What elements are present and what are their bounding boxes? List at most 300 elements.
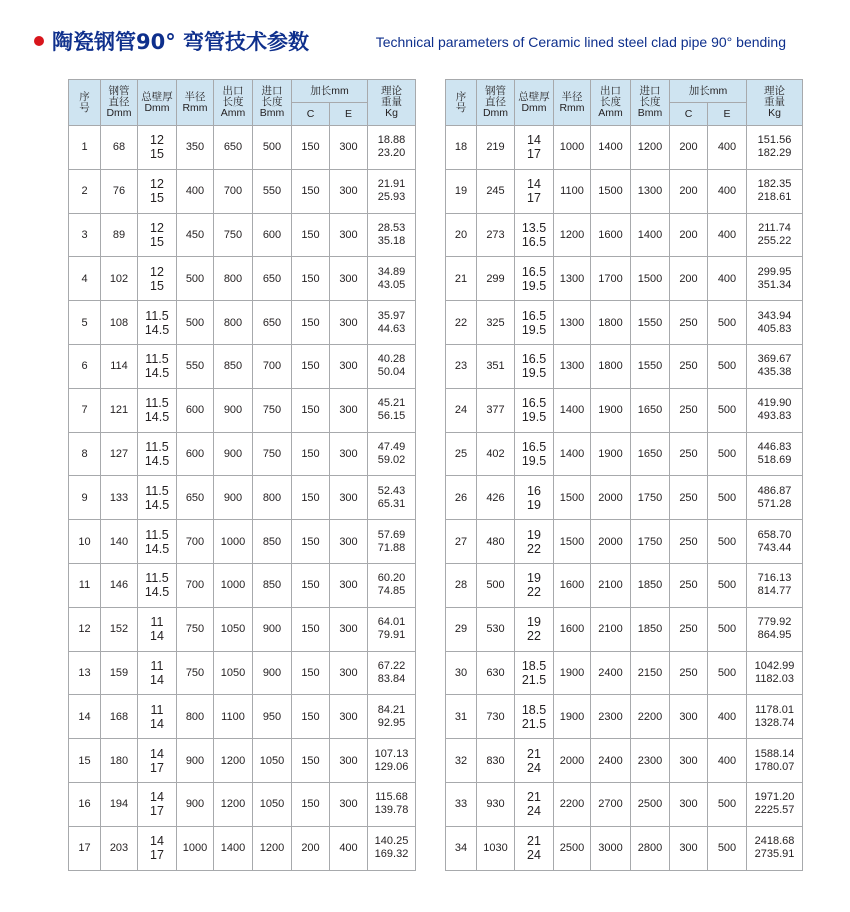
- cell-line: 11: [150, 702, 164, 717]
- cell-ext-c: 300: [670, 826, 708, 870]
- cell-radius: 700: [177, 563, 214, 607]
- cell-line: Bmm: [637, 107, 663, 119]
- cell-ext-e: 300: [330, 782, 368, 826]
- header-row: [446, 80, 803, 103]
- table-row: [446, 739, 803, 783]
- cell-line: 14: [150, 746, 164, 761]
- cell-outlet-length: 650: [214, 126, 253, 170]
- cell-line: 11.5: [145, 396, 169, 411]
- cell-wall-thickness: [138, 520, 177, 564]
- cell-ext-c: 150: [292, 213, 330, 257]
- cell-outlet-length: 2000: [591, 476, 631, 520]
- cell-diameter: 133: [101, 476, 138, 520]
- cell-ext-c: 300: [670, 695, 708, 739]
- cell-line: 长度: [222, 96, 244, 108]
- cell-outlet-length: 1800: [591, 344, 631, 388]
- cell-line: 19.5: [521, 410, 547, 425]
- header-c: C: [670, 103, 708, 126]
- cell-line: 405.83: [757, 322, 792, 335]
- cell-line: 21.5: [521, 716, 547, 731]
- table-row: [69, 651, 416, 695]
- cell-ext-e: 500: [708, 520, 747, 564]
- header-wall-thickness: [515, 80, 554, 126]
- cell-inlet-length: 1850: [631, 607, 670, 651]
- cell-seq: 25: [446, 432, 477, 476]
- cell-outlet-length: 3000: [591, 826, 631, 870]
- cell-ext-e: 500: [708, 344, 747, 388]
- cell-inlet-length: 900: [253, 651, 292, 695]
- cell-ext-e: 500: [708, 432, 747, 476]
- cell-inlet-length: 1050: [253, 739, 292, 783]
- cell-outlet-length: 1400: [214, 826, 253, 870]
- cell-line: 169.32: [374, 848, 409, 861]
- table-row: [446, 213, 803, 257]
- cell-inlet-length: 850: [253, 520, 292, 564]
- cell-line: Dmm: [521, 101, 547, 114]
- cell-ext-c: 150: [292, 126, 330, 170]
- cell-weight: [368, 651, 416, 695]
- cell-radius: 1100: [554, 169, 591, 213]
- cell-seq: 31: [446, 695, 477, 739]
- cell-radius: 1400: [554, 388, 591, 432]
- cell-ext-c: 150: [292, 695, 330, 739]
- cell-diameter: 530: [477, 607, 515, 651]
- cell-line: 814.77: [757, 585, 792, 598]
- cell-outlet-length: 1200: [214, 782, 253, 826]
- cell-radius: 1600: [554, 563, 591, 607]
- cell-diameter: 89: [101, 213, 138, 257]
- cell-weight: [368, 695, 416, 739]
- cell-line: 14: [527, 133, 541, 148]
- cell-line: 779.92: [757, 616, 792, 629]
- cell-line: 11.5: [145, 308, 169, 323]
- cell-diameter: 500: [477, 563, 515, 607]
- cell-outlet-length: 750: [214, 213, 253, 257]
- cell-weight: [368, 432, 416, 476]
- cell-line: 65.31: [377, 497, 406, 510]
- cell-line: 486.87: [757, 484, 792, 497]
- cell-diameter: 299: [477, 257, 515, 301]
- cell-line: Kg: [768, 107, 781, 119]
- cell-inlet-length: 900: [253, 607, 292, 651]
- cell-ext-e: 300: [330, 520, 368, 564]
- cell-line: 28.53: [377, 221, 406, 234]
- cell-ext-e: 500: [708, 782, 747, 826]
- cell-line: 22: [527, 585, 541, 600]
- cell-outlet-length: 800: [214, 301, 253, 345]
- cell-wall-thickness: [515, 563, 554, 607]
- cell-wall-thickness: [138, 826, 177, 870]
- cell-outlet-length: 850: [214, 344, 253, 388]
- table-row: [446, 126, 803, 170]
- cell-ext-c: 150: [292, 257, 330, 301]
- cell-wall-thickness: [515, 126, 554, 170]
- cell-ext-e: 400: [708, 126, 747, 170]
- cell-line: 18.88: [377, 134, 406, 147]
- cell-weight: [747, 739, 803, 783]
- cell-ext-e: 400: [708, 169, 747, 213]
- table-row: [69, 782, 416, 826]
- cell-line: 74.85: [377, 585, 406, 598]
- cell-inlet-length: 550: [253, 169, 292, 213]
- cell-line: 43.05: [377, 278, 406, 291]
- cell-line: 进口: [261, 85, 283, 97]
- cell-line: 419.90: [757, 397, 792, 410]
- cell-line: 22: [527, 629, 541, 644]
- cell-weight: [747, 607, 803, 651]
- cell-ext-c: 200: [670, 213, 708, 257]
- cell-line: 299.95: [757, 265, 792, 278]
- cell-diameter: 630: [477, 651, 515, 695]
- cell-line: 16.5: [521, 308, 547, 323]
- cell-diameter: 194: [101, 782, 138, 826]
- cell-line: 14: [150, 629, 164, 644]
- cell-radius: 750: [177, 651, 214, 695]
- cell-ext-c: 150: [292, 388, 330, 432]
- cell-outlet-length: 2100: [591, 607, 631, 651]
- cell-line: 14: [150, 672, 164, 687]
- cell-wall-thickness: [515, 651, 554, 695]
- cell-outlet-length: 900: [214, 388, 253, 432]
- page-title-cn: [34, 26, 309, 56]
- cell-ext-c: 250: [670, 476, 708, 520]
- cell-ext-c: 150: [292, 476, 330, 520]
- cell-ext-e: 500: [708, 651, 747, 695]
- cell-weight: [368, 476, 416, 520]
- cell-line: 14: [150, 834, 164, 849]
- cell-line: 14.5: [144, 541, 170, 556]
- cell-radius: 700: [177, 520, 214, 564]
- cell-line: 24: [527, 804, 541, 819]
- cell-line: 571.28: [757, 497, 792, 510]
- cell-line: 21.5: [521, 672, 547, 687]
- cell-seq: 14: [69, 695, 101, 739]
- cell-line: 11.5: [145, 352, 169, 367]
- cell-inlet-length: 1400: [631, 213, 670, 257]
- cell-radius: 500: [177, 257, 214, 301]
- cell-line: 11: [150, 615, 164, 630]
- cell-line: 139.78: [374, 804, 409, 817]
- cell-wall-thickness: [138, 739, 177, 783]
- cell-line: Amm: [220, 107, 246, 119]
- cell-line: 56.15: [377, 410, 406, 423]
- cell-outlet-length: 900: [214, 476, 253, 520]
- cell-outlet-length: 700: [214, 169, 253, 213]
- cell-ext-e: 300: [330, 344, 368, 388]
- cell-ext-e: 300: [330, 301, 368, 345]
- header-e: E: [330, 103, 368, 126]
- cell-diameter: 830: [477, 739, 515, 783]
- cell-line: 50.04: [377, 366, 406, 379]
- cell-line: 半径: [184, 90, 206, 103]
- cell-line: 14.5: [144, 366, 170, 381]
- cell-inlet-length: 600: [253, 213, 292, 257]
- cell-line: 11.5: [145, 527, 169, 542]
- cell-line: 1182.03: [755, 672, 794, 685]
- cell-ext-c: 200: [670, 169, 708, 213]
- cell-radius: 400: [177, 169, 214, 213]
- cell-line: 16.5: [521, 396, 547, 411]
- cell-radius: 1300: [554, 301, 591, 345]
- cell-seq: 18: [446, 126, 477, 170]
- cell-diameter: 114: [101, 344, 138, 388]
- cell-line: 17: [527, 191, 541, 206]
- cell-diameter: 426: [477, 476, 515, 520]
- cell-weight: [747, 213, 803, 257]
- cell-line: 总壁厚: [141, 90, 173, 103]
- table-row: [446, 476, 803, 520]
- table-row: [446, 651, 803, 695]
- cell-line: 1588.14: [754, 747, 795, 760]
- cell-seq: 19: [446, 169, 477, 213]
- cell-line: 129.06: [374, 760, 409, 773]
- cell-radius: 1500: [554, 476, 591, 520]
- cell-inlet-length: 1500: [631, 257, 670, 301]
- cell-wall-thickness: [515, 739, 554, 783]
- header-diameter: [477, 80, 515, 126]
- table-row: [446, 301, 803, 345]
- cell-wall-thickness: [138, 257, 177, 301]
- cell-wall-thickness: [138, 432, 177, 476]
- cell-diameter: 140: [101, 520, 138, 564]
- cell-line: 19.5: [521, 278, 547, 293]
- cell-ext-c: 250: [670, 388, 708, 432]
- cell-line: 343.94: [757, 309, 792, 322]
- cell-line: 864.95: [757, 629, 792, 642]
- cell-line: 79.91: [377, 629, 406, 642]
- cell-wall-thickness: [515, 388, 554, 432]
- cell-line: 14: [527, 177, 541, 192]
- cell-line: 16.5: [521, 352, 547, 367]
- cell-line: 435.38: [757, 366, 792, 379]
- cell-ext-c: 150: [292, 301, 330, 345]
- cell-weight: [747, 782, 803, 826]
- cell-line: 理论: [381, 85, 402, 97]
- cell-line: 151.56: [757, 134, 792, 147]
- cell-diameter: 219: [477, 126, 515, 170]
- cell-wall-thickness: [515, 432, 554, 476]
- cell-ext-c: 150: [292, 739, 330, 783]
- cell-inlet-length: 700: [253, 344, 292, 388]
- cell-radius: 500: [177, 301, 214, 345]
- cell-radius: 1600: [554, 607, 591, 651]
- cell-line: 长度: [261, 96, 283, 108]
- cell-diameter: 930: [477, 782, 515, 826]
- table-row: [69, 826, 416, 870]
- cell-line: 总壁厚: [518, 90, 550, 103]
- cell-weight: [368, 344, 416, 388]
- cell-radius: 1300: [554, 257, 591, 301]
- cell-radius: 600: [177, 432, 214, 476]
- cell-line: 11.5: [145, 483, 169, 498]
- cell-seq: 15: [69, 739, 101, 783]
- cell-radius: 1000: [177, 826, 214, 870]
- cell-wall-thickness: [138, 607, 177, 651]
- cell-line: 重量: [381, 96, 402, 108]
- cell-radius: 1900: [554, 651, 591, 695]
- cell-line: 16.5: [521, 234, 547, 249]
- cell-ext-c: 250: [670, 607, 708, 651]
- cell-ext-c: 250: [670, 344, 708, 388]
- cell-seq: 17: [69, 826, 101, 870]
- cell-ext-e: 400: [330, 826, 368, 870]
- table-row: [446, 169, 803, 213]
- cell-line: Amm: [598, 107, 623, 119]
- cell-radius: 450: [177, 213, 214, 257]
- cell-weight: [747, 388, 803, 432]
- cell-line: 182.29: [757, 147, 792, 160]
- cell-line: 16.5: [521, 439, 547, 454]
- cell-ext-e: 500: [708, 388, 747, 432]
- cell-line: 1042.99: [754, 659, 795, 672]
- cell-line: 出口: [222, 85, 244, 97]
- cell-line: 19: [527, 615, 541, 630]
- table-row: [69, 563, 416, 607]
- cell-ext-e: 300: [330, 126, 368, 170]
- cell-diameter: 377: [477, 388, 515, 432]
- cell-radius: 1300: [554, 344, 591, 388]
- cell-outlet-length: 1000: [214, 563, 253, 607]
- cell-inlet-length: 2800: [631, 826, 670, 870]
- cell-wall-thickness: [515, 826, 554, 870]
- cell-diameter: 402: [477, 432, 515, 476]
- cell-line: 40.28: [377, 353, 406, 366]
- cell-seq: 12: [69, 607, 101, 651]
- cell-diameter: 146: [101, 563, 138, 607]
- cell-outlet-length: 1800: [591, 301, 631, 345]
- cell-diameter: 203: [101, 826, 138, 870]
- cell-line: 14.5: [144, 410, 170, 425]
- cell-line: 107.13: [374, 747, 409, 760]
- cell-outlet-length: 900: [214, 432, 253, 476]
- table-row: [69, 301, 416, 345]
- cell-radius: 750: [177, 607, 214, 651]
- cell-line: 47.49: [377, 440, 406, 453]
- cell-line: 出口: [600, 85, 621, 97]
- cell-ext-e: 300: [330, 607, 368, 651]
- cell-radius: 1000: [554, 126, 591, 170]
- cell-seq: 33: [446, 782, 477, 826]
- cell-inlet-length: 850: [253, 563, 292, 607]
- cell-outlet-length: 800: [214, 257, 253, 301]
- cell-line: 序: [79, 90, 90, 103]
- cell-diameter: 168: [101, 695, 138, 739]
- cell-outlet-length: 2700: [591, 782, 631, 826]
- cell-seq: 10: [69, 520, 101, 564]
- cell-line: 64.01: [377, 616, 406, 629]
- table-row: [69, 432, 416, 476]
- cell-diameter: 273: [477, 213, 515, 257]
- cell-radius: 550: [177, 344, 214, 388]
- cell-line: 重量: [764, 96, 785, 108]
- table-row: [69, 520, 416, 564]
- cell-ext-c: 200: [670, 257, 708, 301]
- cell-ext-c: 250: [670, 520, 708, 564]
- cell-line: 长度: [600, 96, 621, 108]
- table-row: [446, 520, 803, 564]
- cell-diameter: 1030: [477, 826, 515, 870]
- cell-weight: [747, 344, 803, 388]
- cell-line: 半径: [561, 90, 583, 103]
- cell-ext-c: 200: [292, 826, 330, 870]
- header-inlet-length: [631, 80, 670, 126]
- cell-line: 57.69: [377, 528, 406, 541]
- cell-radius: 2200: [554, 782, 591, 826]
- cell-weight: [368, 213, 416, 257]
- cell-weight: [368, 782, 416, 826]
- params-table-right: [445, 79, 803, 871]
- header-radius: [554, 80, 591, 126]
- cell-diameter: 159: [101, 651, 138, 695]
- cell-ext-c: 150: [292, 651, 330, 695]
- cell-line: 1780.07: [754, 760, 795, 773]
- header-outlet-length: [214, 80, 253, 126]
- cell-seq: 20: [446, 213, 477, 257]
- cell-wall-thickness: [515, 344, 554, 388]
- cell-inlet-length: 500: [253, 126, 292, 170]
- cell-inlet-length: 1650: [631, 432, 670, 476]
- cell-wall-thickness: [515, 695, 554, 739]
- cell-line: 17: [527, 147, 541, 162]
- cell-weight: [368, 257, 416, 301]
- cell-line: 21.91: [377, 178, 406, 191]
- cell-ext-c: 250: [670, 301, 708, 345]
- cell-outlet-length: 1500: [591, 169, 631, 213]
- cell-line: 44.63: [377, 322, 406, 335]
- cell-ext-c: 300: [670, 739, 708, 783]
- cell-weight: [368, 126, 416, 170]
- cell-ext-e: 500: [708, 826, 747, 870]
- cell-outlet-length: 1400: [591, 126, 631, 170]
- cell-seq: 3: [69, 213, 101, 257]
- cell-ext-e: 300: [330, 563, 368, 607]
- table-row: [69, 126, 416, 170]
- cell-wall-thickness: [515, 301, 554, 345]
- cell-line: Dmm: [482, 107, 509, 119]
- cell-radius: 900: [177, 739, 214, 783]
- cell-seq: 13: [69, 651, 101, 695]
- table-row: [446, 695, 803, 739]
- cell-ext-e: 300: [330, 695, 368, 739]
- cell-line: 84.21: [377, 703, 406, 716]
- cell-ext-c: 250: [670, 432, 708, 476]
- cell-weight: [747, 301, 803, 345]
- cell-line: 518.69: [757, 453, 792, 466]
- cell-outlet-length: 1200: [214, 739, 253, 783]
- table-row: [446, 607, 803, 651]
- cell-radius: 1500: [554, 520, 591, 564]
- cell-line: 11: [150, 658, 164, 673]
- cell-line: 255.22: [757, 234, 792, 247]
- cell-seq: 34: [446, 826, 477, 870]
- cell-line: 52.43: [377, 484, 406, 497]
- cell-inlet-length: 1850: [631, 563, 670, 607]
- cell-line: Dmm: [144, 101, 170, 114]
- cell-line: 218.61: [757, 191, 792, 204]
- cell-line: 19.5: [521, 366, 547, 381]
- cell-weight: [747, 520, 803, 564]
- cell-line: Bmm: [259, 107, 285, 119]
- cell-radius: 800: [177, 695, 214, 739]
- cell-line: 11.5: [145, 439, 169, 454]
- cell-radius: 1200: [554, 213, 591, 257]
- cell-ext-e: 400: [708, 739, 747, 783]
- cell-line: 14.5: [144, 322, 170, 337]
- cell-wall-thickness: [515, 782, 554, 826]
- cell-seq: 4: [69, 257, 101, 301]
- table-row: [446, 563, 803, 607]
- cell-wall-thickness: [515, 213, 554, 257]
